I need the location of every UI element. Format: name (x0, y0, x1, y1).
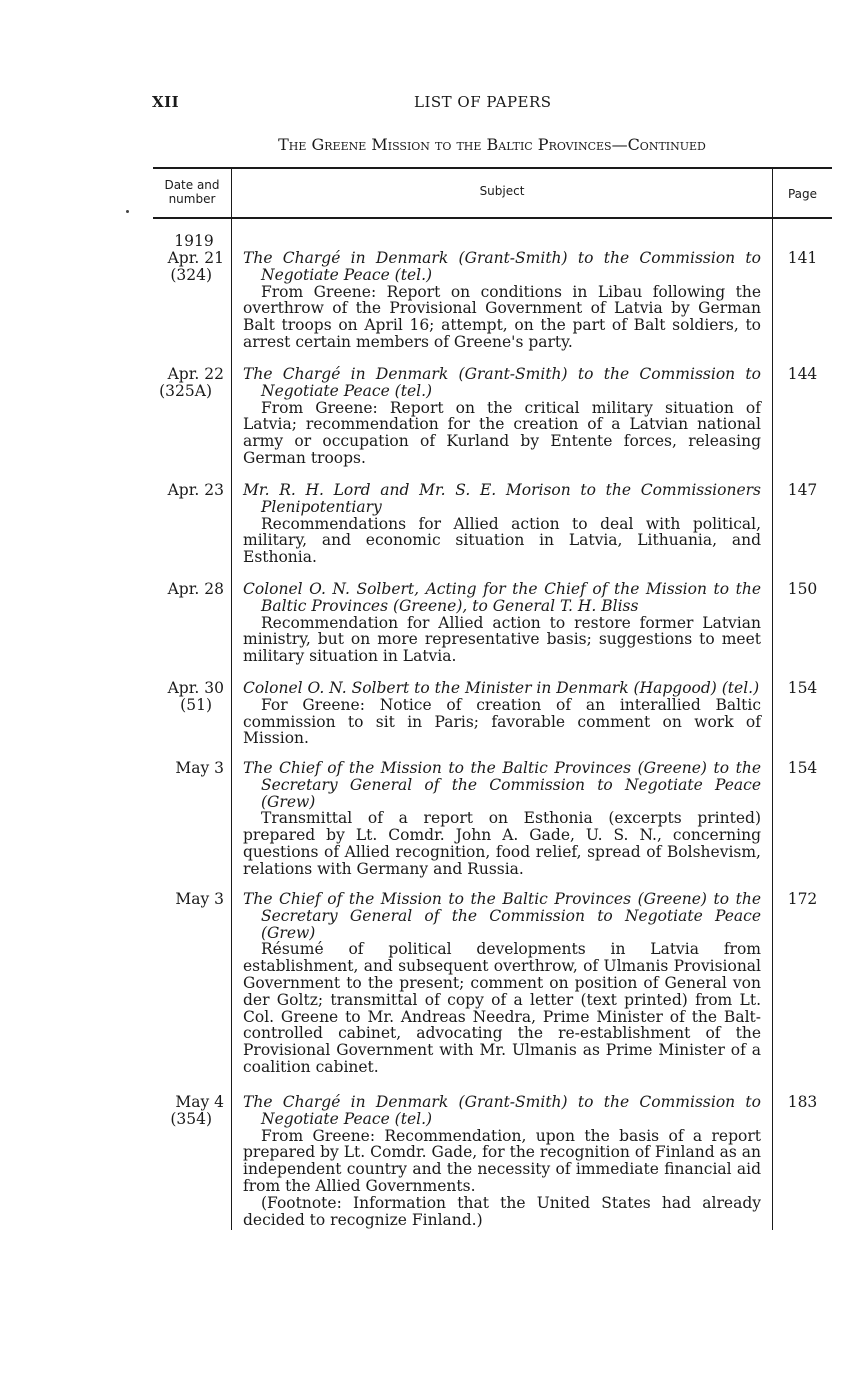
entry-summary: Recommendations for Allied action to deal with political, military, and economic situation in Latvia, Lithuania, and Esthonia. (243, 514, 761, 567)
entry-heading: The Chief of the Mission to the Baltic Provinces (Greene) to the Secretary General of the Commission to Negotiate Peace (Grew) (243, 759, 761, 811)
page-number: 154 (787, 679, 818, 697)
column-header-page: Page (787, 187, 818, 201)
date-cell (150, 760, 224, 777)
subject-cell (243, 680, 761, 747)
page-number: 150 (787, 580, 818, 598)
entry-summary: From Greene: Report on conditions in Libau following the overthrow of the Provisional Government of Latvia by German Balt troops on April 16; attempt, on the part of Balt soldiers, to arrest certain members of Greene's party. (243, 282, 761, 351)
subject-cell (243, 891, 761, 1076)
date-cell (150, 891, 224, 908)
subject-cell (243, 581, 761, 665)
entry-heading: The Chargé in Denmark (Grant-Smith) to the Commission to Negotiate Peace (tel.) (243, 1093, 761, 1128)
page-number: 172 (787, 890, 818, 908)
entry-summary: Recommendation for Allied action to restore former Latvian ministry, but on more representative basis; suggestions to meet military situation in Latvia. (243, 613, 761, 666)
date-cell (150, 581, 224, 598)
table-header-rule (153, 217, 832, 219)
section-title: The Greene Mission to the Baltic Provinces—Continued (278, 135, 706, 154)
date-label: Apr. 23 (167, 481, 224, 499)
date-label: Apr. 30 (167, 679, 224, 697)
date-cell (150, 680, 224, 714)
entry-summary: From Greene: Recommendation, upon the basis of a report prepared by Lt. Comdr. Gade, for the recognition of Finland as an independent country and the necessity of immediate financial aid from the Allied Governments. (243, 1126, 761, 1195)
entry-heading: Colonel O. N. Solbert to the Minister in Denmark (Hapgood) (tel.) (243, 679, 760, 697)
column-header-date: Date and number (164, 178, 220, 206)
entry-heading: The Chargé in Denmark (Grant-Smith) to the Commission to Negotiate Peace (tel.) (243, 365, 761, 400)
page-number: 144 (787, 365, 818, 383)
date-cell (150, 233, 224, 284)
entry-heading: Mr. R. H. Lord and Mr. S. E. Morison to the Commissioners Plenipotentiary (243, 481, 761, 516)
subject-cell (243, 366, 761, 467)
margin-speck (126, 210, 129, 213)
document-number: (354) (170, 1110, 212, 1128)
document-number: (51) (180, 696, 212, 714)
column-divider-right (772, 167, 773, 1230)
subject-cell (243, 250, 761, 351)
entry-footnote: (Footnote: Information that the United States had already decided to recognize Finland.) (243, 1193, 761, 1229)
date-label: Apr. 28 (167, 580, 224, 598)
running-title: LIST OF PAPERS (414, 93, 552, 111)
column-header-subject: Subject (479, 184, 525, 198)
date-cell (150, 1094, 224, 1128)
table-top-rule (153, 167, 832, 169)
date-label: May 3 (175, 890, 224, 908)
date-label: May 4 (175, 1093, 224, 1111)
date-cell (150, 482, 224, 499)
page-number: 154 (787, 759, 818, 777)
page-number: 183 (787, 1093, 818, 1111)
column-divider-left (231, 167, 232, 1230)
date-cell (150, 366, 224, 400)
entry-summary: From Greene: Report on the critical military situation of Latvia; recommendation for the creation of a Latvian national army or occupation of Kurland by Entente forces, releasing German troops. (243, 398, 761, 467)
date-label: May 3 (175, 759, 224, 777)
page-folio: XII (152, 93, 180, 111)
page-number: 147 (787, 481, 818, 499)
entry-summary: For Greene: Notice of creation of an interallied Baltic commission to sit in Paris; favorable comment on work of Mission. (243, 695, 761, 748)
subject-cell (243, 482, 761, 566)
entry-heading: The Chargé in Denmark (Grant-Smith) to the Commission to Negotiate Peace (tel.) (243, 249, 761, 284)
document-number: (325A) (159, 382, 212, 400)
entry-heading: The Chief of the Mission to the Baltic Provinces (Greene) to the Secretary General of the Commission to Negotiate Peace (Grew) (243, 890, 761, 942)
page-number: 141 (787, 249, 818, 267)
entry-summary: Résumé of political developments in Latvia from establishment, and subsequent overthrow, of Ulmanis Provisional Government to the present; comment on position of General von der Goltz; transmittal of copy of a letter (text printed) from Lt. Col. Greene to Mr. Andreas Needra, Prime Minister of the Balt-controlled cabinet, advocating the re-establishment of the Provisional Government with Mr. Ulmanis as Prime Minister of a coalition cabinet. (243, 940, 761, 1076)
date-label: Apr. 22 (167, 365, 224, 383)
subject-cell (243, 760, 761, 878)
document-number: (324) (170, 266, 212, 284)
year-label: 1919 (174, 232, 214, 250)
subject-cell (243, 1094, 761, 1228)
date-label: Apr. 21 (167, 249, 224, 267)
entry-summary: Transmittal of a report on Esthonia (excerpts printed) prepared by Lt. Comdr. John A. Gade, U. S. N., concerning questions of Allied recognition, food relief, spread of Bolshevism, relations with Germany and Russia. (243, 809, 761, 878)
entry-heading: Colonel O. N. Solbert, Acting for the Chief of the Mission to the Baltic Provinces (Greene), to General T. H. Bliss (243, 580, 761, 615)
